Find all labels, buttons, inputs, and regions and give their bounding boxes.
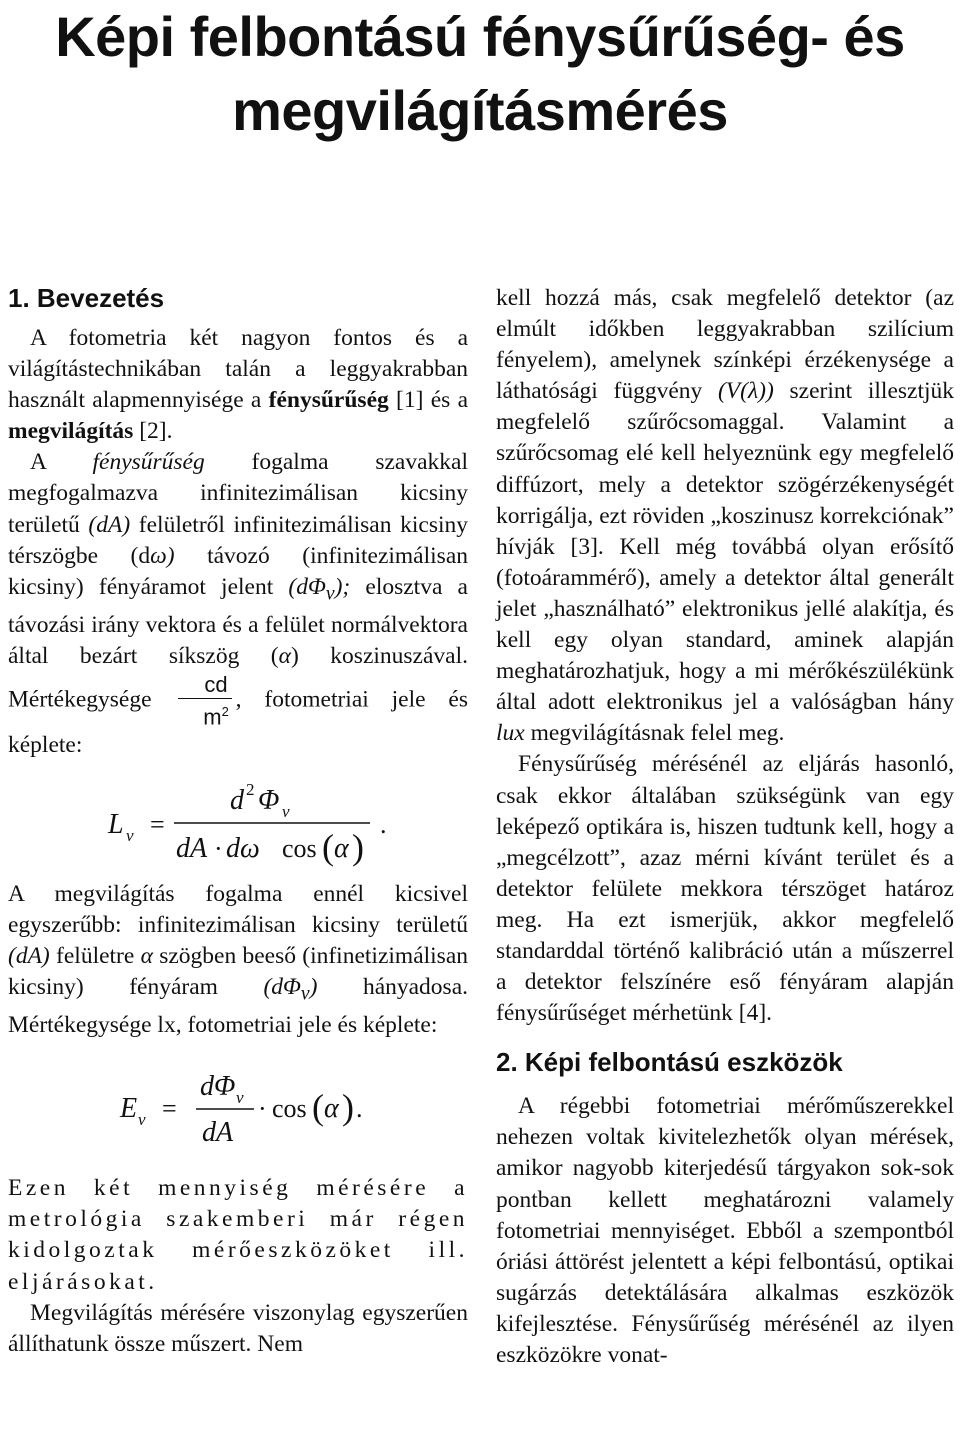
text: kell hozzá más, csak megfelelő detektor (az elmúlt időkben leggyakrabban szilícium fényelem), amelynek színképi érzékenysége a láthatósági függvény xyxy=(496,285,954,405)
symbol-dphi: $(d\Phi_v)$; xyxy=(288,573,351,605)
eq1-num-phi: Φ xyxy=(258,785,280,817)
eq1-num-sub: v xyxy=(282,802,290,822)
text: [1] és a xyxy=(388,387,468,414)
equation-illuminance-svg xyxy=(8,1041,468,1173)
paragraph-illuminance-measurement: Megvilágítás mérésére viszonylag egyszerűen állíthatunk össze műszert. Nem xyxy=(8,1299,468,1357)
eq2-paren-close: ) xyxy=(342,1087,354,1128)
eq2-num-sub: v xyxy=(236,1088,244,1108)
title-line-1: Képi felbontású fénysűrűség- és xyxy=(55,5,905,68)
text: fogalma szavakkal megfogalmazva infinitezimálisan kicsiny területű xyxy=(8,449,468,538)
text: Ezen két mennyiség mérésére a metrológia szakemberi már régen kidolgoztak mérőeszközöket ill. eljárásokat. xyxy=(8,1175,468,1295)
eq2-cos: cos xyxy=(272,1094,307,1124)
text: elosztva a távozási irány vektora és a felület normálvektora által bezárt síkszög ( xyxy=(8,573,468,669)
eq2-den: dA xyxy=(202,1117,234,1149)
symbol-dA: (dA) xyxy=(88,511,131,538)
text: felületre xyxy=(49,943,141,970)
equation-luminance-svg xyxy=(8,761,468,879)
term-illuminance: megvilágítás xyxy=(8,418,134,445)
eq1-period: . xyxy=(380,810,387,840)
eq1-den-dot: · xyxy=(214,834,223,864)
eq1-lhs-sub: v xyxy=(126,826,134,846)
term-luminance-italic: fénysűrűség xyxy=(92,449,205,476)
section-heading-imaging-devices: 2. Képi felbontású eszközök xyxy=(496,1047,843,1078)
symbol-dphi: $(d\Phi_v)$ xyxy=(263,974,318,1006)
right-column xyxy=(496,283,954,1371)
eq1-equals: = xyxy=(150,810,165,840)
eq2-period: . xyxy=(356,1094,363,1124)
text: A fotometria két nagyon fontos és a világítástechnikában talán a leggyakrabban használt alapmennyisége a xyxy=(8,325,468,414)
eq1-paren-close: ) xyxy=(352,827,364,868)
paragraph-imaging-devices: A régebbi fotometriai mérőműszerekkel nehezen voltak kivitelezhetők olyan mérések, amikor nagyobb kiterjedésű tárgyakon sok-sok pontban kellett meghatározni valamely fotometriai mennyiséget. Ebből a szempontból óriási áttörést jelentett a képi felbontású, optikai sugárzás detektálására alkalmas eszközök kifejlesztése. Fénysűrűség mérésénél az ilyen eszközökre vonat- xyxy=(496,1093,954,1368)
symbol-alpha: α xyxy=(278,642,291,669)
paragraph-luminance-definition xyxy=(8,447,468,761)
symbol-alpha: α xyxy=(140,943,153,970)
paragraph-intro xyxy=(8,323,468,447)
text: távozó (infinitezimálisan kicsiny) fényáramot jelent xyxy=(8,542,468,600)
text: szögben beeső (infinetizimálisan kicsiny) fényáram xyxy=(8,943,469,1001)
section-heading-introduction: 1. Bevezetés xyxy=(8,283,165,313)
text: megvilágításnak felel meg. xyxy=(524,720,785,747)
left-column xyxy=(8,283,468,1360)
title-line-2: megvilágításmérés xyxy=(232,79,728,142)
symbol-omega: ω) xyxy=(150,542,175,569)
eq1-den-alpha: α xyxy=(334,833,349,865)
eq1-num-d: d xyxy=(230,785,244,817)
equation-luminance xyxy=(8,761,468,879)
text: szerint illesztjük megfelelő szűrőcsomaggal. Valamint a szűrőcsomag elé kell helyeznünk egy megfelelő diffúzort, mely a detektor szögérzékenységét korrigálja, ezt röviden „koszinusz korrekciónak” hívják [3]. Kell még továbbá olyan erősítő (fotoárammérő), amely a detektor által generált jelet „használható” elektronikus jellé alakítja, és kell egy olyan standard, aminek alapján meghatározhatjuk, hogy a mi mérőkészülékünk által adott elektronikus jel a valóságban hány xyxy=(496,378,955,716)
eq2-lhs-sub: v xyxy=(138,1110,146,1130)
term-luminance: fénysűrűség xyxy=(268,387,389,414)
symbol-dA: (dA) xyxy=(8,943,50,970)
eq1-paren-open: ( xyxy=(322,827,334,868)
eq1-lhs: L xyxy=(108,809,124,841)
paragraph-metrology xyxy=(8,1173,468,1297)
eq1-den-a: dA xyxy=(176,833,208,865)
eq2-equals: = xyxy=(162,1094,177,1124)
unit-lux: lux xyxy=(496,720,525,747)
text: A megvilágítás fogalma ennél kicsivel egyszerűbb: infinitezimálisan kicsiny területű xyxy=(8,881,468,939)
eq1-den-cos: cos xyxy=(282,834,317,864)
unit-fraction-cd-per-m2: $\frac{cd}{m^2}$ xyxy=(178,672,231,730)
text: [2]. xyxy=(133,418,173,445)
eq1-den-b: dω xyxy=(226,833,260,865)
text: hányadosa. Mértékegysége lx, fotometriai jele és képlete: xyxy=(8,974,468,1039)
eq2-paren-open: ( xyxy=(312,1087,324,1128)
paragraph-illuminance-definition xyxy=(8,879,468,1041)
article-title xyxy=(0,0,960,148)
equation-illuminance xyxy=(8,1041,468,1173)
symbol-v-lambda: (V(λ)) xyxy=(717,378,774,405)
text: ) koszinuszával. Mértékegysége xyxy=(8,642,468,713)
eq2-alpha: α xyxy=(324,1093,339,1125)
eq2-dot: · xyxy=(258,1094,267,1124)
text: A xyxy=(30,449,93,476)
text: , fotometriai jele és képlete: xyxy=(8,686,468,759)
eq2-lhs: E xyxy=(120,1093,138,1125)
eq1-num-exp: 2 xyxy=(246,780,255,800)
eq2-num: dΦ xyxy=(200,1071,236,1103)
text: felületről infinitezimálisan kicsiny térszögbe (d xyxy=(8,511,468,569)
paragraph-detector xyxy=(496,283,954,749)
paragraph-luminance-measurement: Fénysűrűség mérésénél az eljárás hasonló, csak ekkor általában szükségünk van egy leképező optikára is, hiszen tudtunk kell, hogy a „megcélzott”, azaz mérni kívánt terület és a detektor felülete mekkora térszöget határoz meg. Ha ezt ismerjük, akkor megfelelő standarddal történő kalibráció után a műszerrel a detektor felszínére eső fényáram alapján fénysűrűséget mérhetünk [4]. xyxy=(496,751,954,1027)
